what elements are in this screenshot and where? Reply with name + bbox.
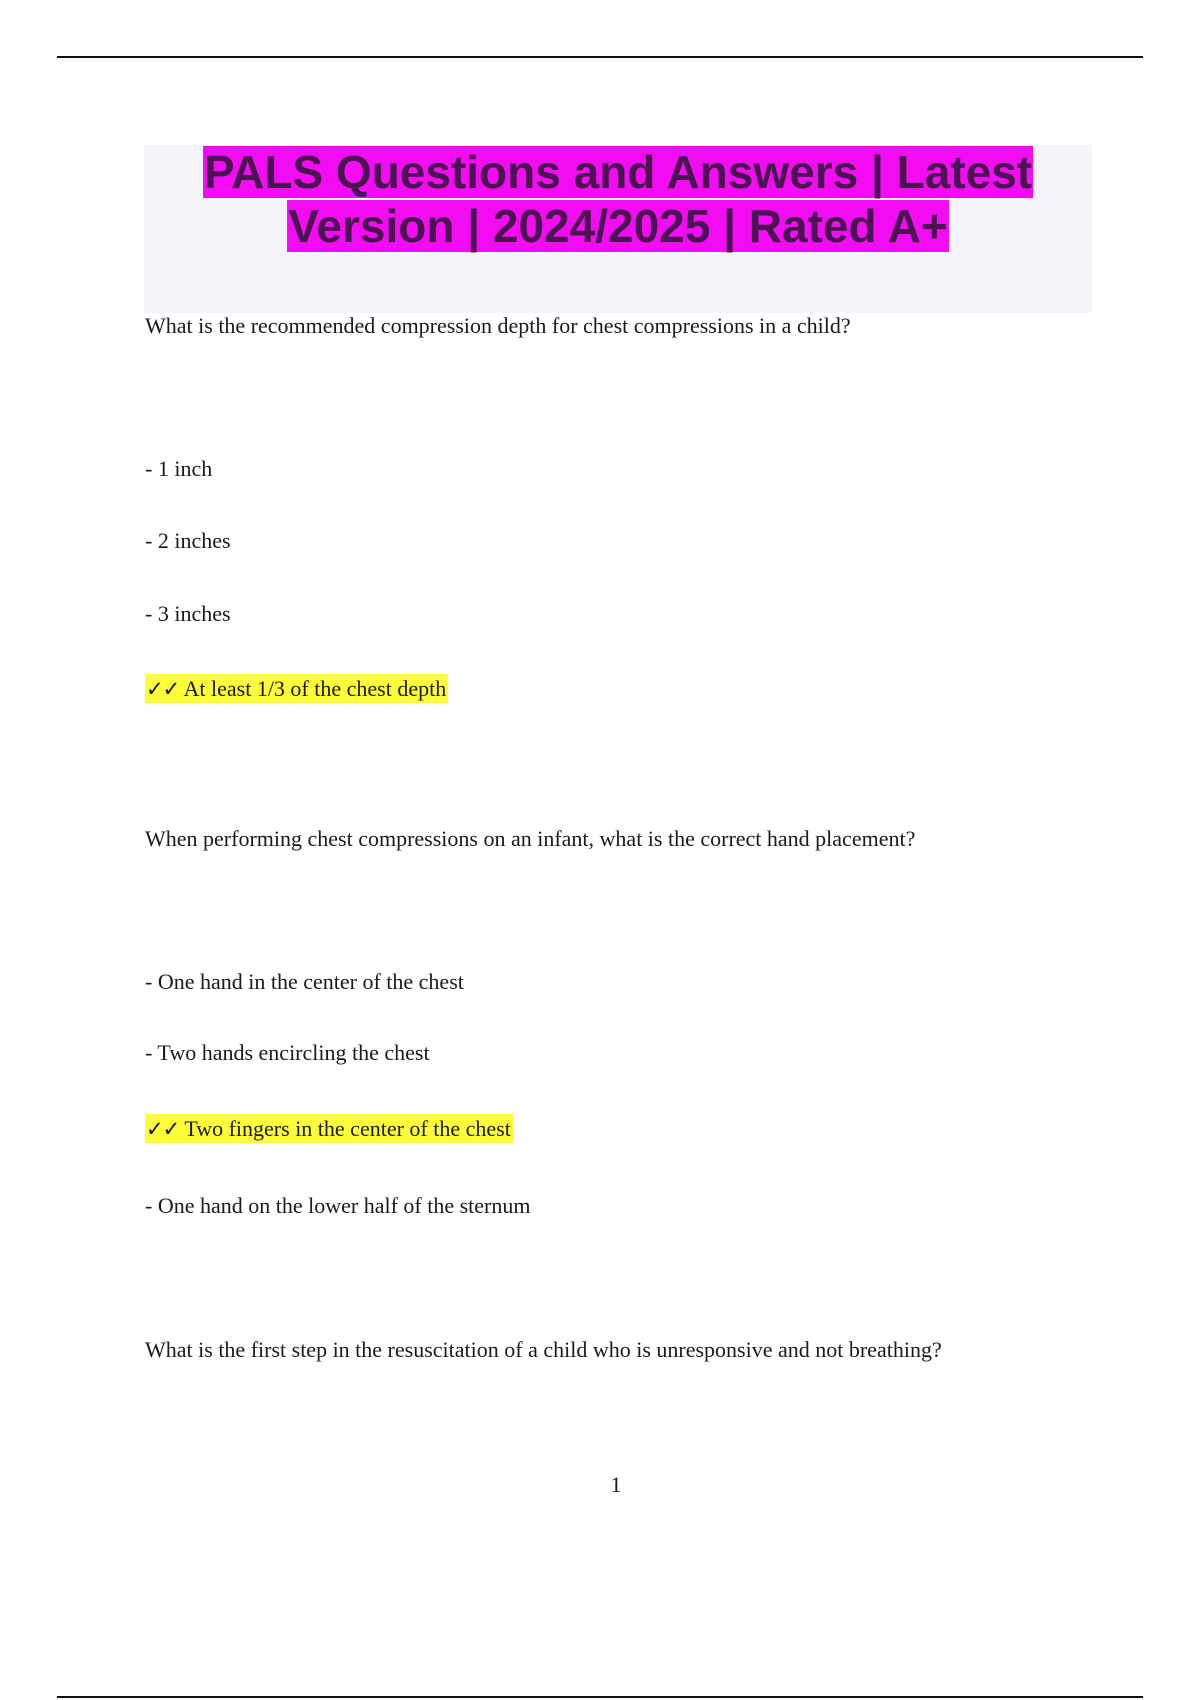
q1-option-3: - 3 inches (145, 601, 231, 626)
q2-correct-answer (145, 1115, 513, 1143)
bottom-rule (57, 1696, 1143, 1698)
document-title (144, 145, 1092, 253)
q2-correct-text: Two fingers in the center of the chest (184, 1116, 511, 1141)
q2-option-1: - One hand in the center of the chest (145, 969, 464, 994)
q1-option-1: - 1 inch (145, 456, 213, 481)
question-2: When performing chest compressions on an infant, what is the correct hand placement? (145, 826, 916, 851)
q1-option-2: - 2 inches (145, 528, 231, 553)
q2-option-2: - Two hands encircling the chest (145, 1040, 430, 1065)
double-check-icon: ✓✓ (146, 677, 180, 701)
q2-answer-highlight (145, 1114, 513, 1143)
q1-correct-answer (145, 675, 448, 703)
q1-answer-highlight (145, 674, 448, 703)
document-title-text: PALS Questions and Answers | Latest Version | 2024/2025 | Rated A+ (203, 146, 1033, 252)
question-3: What is the first step in the resuscitation of a child who is unresponsive and not breathing? (145, 1337, 942, 1362)
question-1: What is the recommended compression depth for chest compressions in a child? (145, 313, 851, 338)
q1-correct-text: At least 1/3 of the chest depth (183, 676, 447, 701)
q2-option-4: - One hand on the lower half of the sternum (145, 1193, 531, 1218)
double-check-icon: ✓✓ (146, 1117, 180, 1141)
top-rule (57, 56, 1143, 58)
page-number: 1 (610, 1472, 622, 1497)
